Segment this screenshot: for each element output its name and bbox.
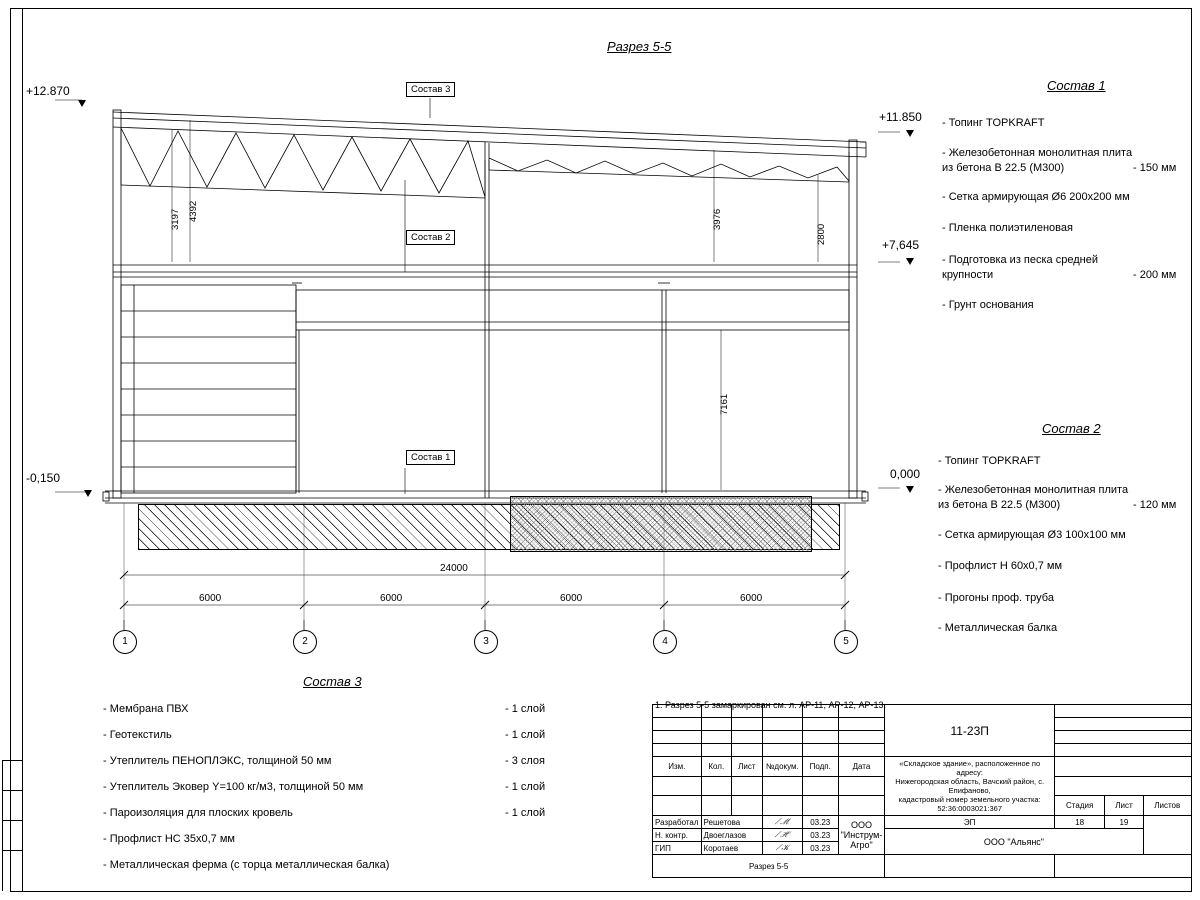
callout-sostav-1: Состав 1 [406, 450, 455, 465]
sostav3-item-1-qty: - 1 слой [505, 729, 546, 741]
stamp-sign-2: ⟋𝒦 [762, 842, 802, 855]
sostav1-item-2: - Сетка армирующая Ø6 200х200 мм [942, 191, 1130, 203]
stamp-sheets-value: 19 [1105, 816, 1143, 829]
stamp-stage-label: Стадия [1055, 796, 1105, 816]
stamp-role-0: Разработал [653, 816, 702, 829]
level-arrow-7645 [906, 258, 914, 265]
stamp-col-izm: Изм. [653, 757, 702, 777]
sostav3-item-5: - Профлист НС 35х0,7 мм [103, 833, 235, 845]
sostav1-item-1-qty: - 150 мм [1133, 162, 1177, 174]
hdim-span-2: 6000 [380, 593, 403, 604]
sostav2-item-0: - Топинг TOPKRAFT [938, 455, 1041, 467]
callout-sostav-3: Состав 3 [406, 82, 455, 97]
stamp-col-kol: Кол. [701, 757, 731, 777]
sostav2-item-4: - Прогоны проф. труба [938, 592, 1054, 604]
level-arrow-0000 [906, 486, 914, 493]
level-arrow-minus150 [84, 490, 92, 497]
stamp-col-podp: Подп. [802, 757, 838, 777]
vdim-7161: 7161 [719, 393, 730, 415]
sostav1-item-4: - Подготовка из песка средней [942, 254, 1098, 266]
sostav2-item-2: - Сетка армирующая Ø3 100х100 мм [938, 529, 1126, 541]
level-arrow-12870 [78, 100, 86, 107]
axis-bubble-1: 1 [113, 630, 137, 654]
stamp-date-2: 03.23 [802, 842, 838, 855]
project-code: 11-23П [950, 723, 989, 738]
level-mark-12870: +12.870 [26, 84, 70, 98]
sostav2-item-1: - Железобетонная монолитная плита [938, 484, 1129, 496]
sostav3-item-3-qty: - 1 слой [505, 781, 546, 793]
stamp-sheet-title: Разрез 5-5 [653, 855, 885, 878]
stamp-role-2: ГИП [653, 842, 702, 855]
axis-bubble-4: 4 [653, 630, 677, 654]
stamp-sign-0: ⟋ℳ [762, 816, 802, 829]
sostav3-item-4-qty: - 1 слой [505, 807, 546, 819]
stamp-sheet-value: 18 [1055, 816, 1105, 829]
sostav3-item-2-qty: - 3 слоя [505, 755, 546, 767]
sostav3-item-0-qty: - 1 слой [505, 703, 546, 715]
vdim-4392: 4392 [188, 200, 199, 222]
level-mark-7645: +7,645 [882, 238, 920, 252]
sostav3-item-1: - Геотекстиль [103, 729, 172, 741]
stamp-designer-company: ООО "Альянс" [885, 829, 1143, 855]
axis-bubble-2: 2 [293, 630, 317, 654]
level-mark-11850: +11.850 [879, 110, 922, 124]
sostav1-item-1: - Железобетонная монолитная плита [942, 147, 1133, 159]
level-arrow-11850 [906, 130, 914, 137]
sostav1-item-0: - Топинг TOPKRAFT [942, 117, 1045, 129]
stamp-role-1: Н. контр. [653, 829, 702, 842]
axis-bubble-5: 5 [834, 630, 858, 654]
sostav1-item-4-line2: крупности [942, 269, 994, 281]
stamp-sheets-label: Листов [1143, 796, 1191, 816]
stamp-company: ООО "Инструм-Агро" [838, 816, 885, 855]
sostav1-item-4-qty: - 200 мм [1133, 269, 1177, 281]
title-block-stamp [652, 704, 1192, 878]
sostav1-item-3: - Пленка полиэтиленовая [942, 222, 1073, 234]
level-mark-minus150: -0,150 [26, 471, 61, 485]
section-title: Разрез 5-5 [607, 39, 672, 54]
vdim-3197: 3197 [170, 208, 181, 230]
stamp-sign-1: ⟋ℋ [762, 829, 802, 842]
object-description-line1: «Складское здание», расположенное по адресу: [899, 759, 1041, 777]
stamp-col-ndokum: №докум. [762, 757, 802, 777]
sostav2-item-3: - Профлист Н 60х0,7 мм [938, 560, 1063, 572]
hdim-span-1: 6000 [199, 593, 222, 604]
sostav3-item-3: - Утеплитель Эковер Y=100 кг/м3, толщиной 50 мм [103, 781, 364, 793]
sostav2-title: Состав 2 [1042, 421, 1101, 436]
stamp-col-data: Дата [838, 757, 885, 777]
stamp-name-0: Решетова [701, 816, 762, 829]
callout-sostav-2: Состав 2 [406, 230, 455, 245]
object-description-line2: Нижегородская область, Вачский район, с. Епифаново, [895, 777, 1045, 795]
sostav1-item-1-line2: из бетона В 22.5 (М300) [942, 162, 1065, 174]
stamp-col-list: Лист [731, 757, 762, 777]
sostav2-item-1-qty: - 120 мм [1133, 499, 1177, 511]
sostav3-item-2: - Утеплитель ПЕНОПЛЭКС, толщиной 50 мм [103, 755, 332, 767]
stamp-date-1: 03.23 [802, 829, 838, 842]
sostav3-item-6: - Металлическая ферма (с торца металлическая балка) [103, 859, 390, 871]
sostav3-title: Состав 3 [303, 674, 362, 689]
level-mark-0000: 0,000 [890, 467, 921, 481]
sostav2-item-5: - Металлическая балка [938, 622, 1058, 634]
axis-bubble-3: 3 [474, 630, 498, 654]
sostav3-item-4: - Пароизоляция для плоских кровель [103, 807, 293, 819]
hdim-span-4: 6000 [740, 593, 763, 604]
hdim-total: 24000 [440, 563, 468, 574]
hdim-span-3: 6000 [560, 593, 583, 604]
sostav1-item-5: - Грунт основания [942, 299, 1034, 311]
sostav3-item-0: - Мембрана ПВХ [103, 703, 189, 715]
stamp-stage-value: ЭП [885, 816, 1055, 829]
stamp-name-2: Коротаев [701, 842, 762, 855]
general-note: 1. Разрез 5-5 замаркирован см. л. АР-11, АР-12, АР-13. [655, 700, 886, 710]
stamp-date-0: 03.23 [802, 816, 838, 829]
stamp-sheet-label: Лист [1105, 796, 1143, 816]
object-description-line3: кадастровый номер земельного участка: 52:36:0003021:367 [898, 795, 1041, 813]
sostav2-item-1-line2: из бетона В 22.5 (М300) [938, 499, 1061, 511]
pit-hatch [510, 496, 812, 552]
stamp-name-1: Двоеглазов [701, 829, 762, 842]
vdim-2800: 2800 [816, 223, 827, 245]
sostav1-title: Состав 1 [1047, 78, 1106, 93]
vdim-3976: 3976 [712, 208, 723, 230]
